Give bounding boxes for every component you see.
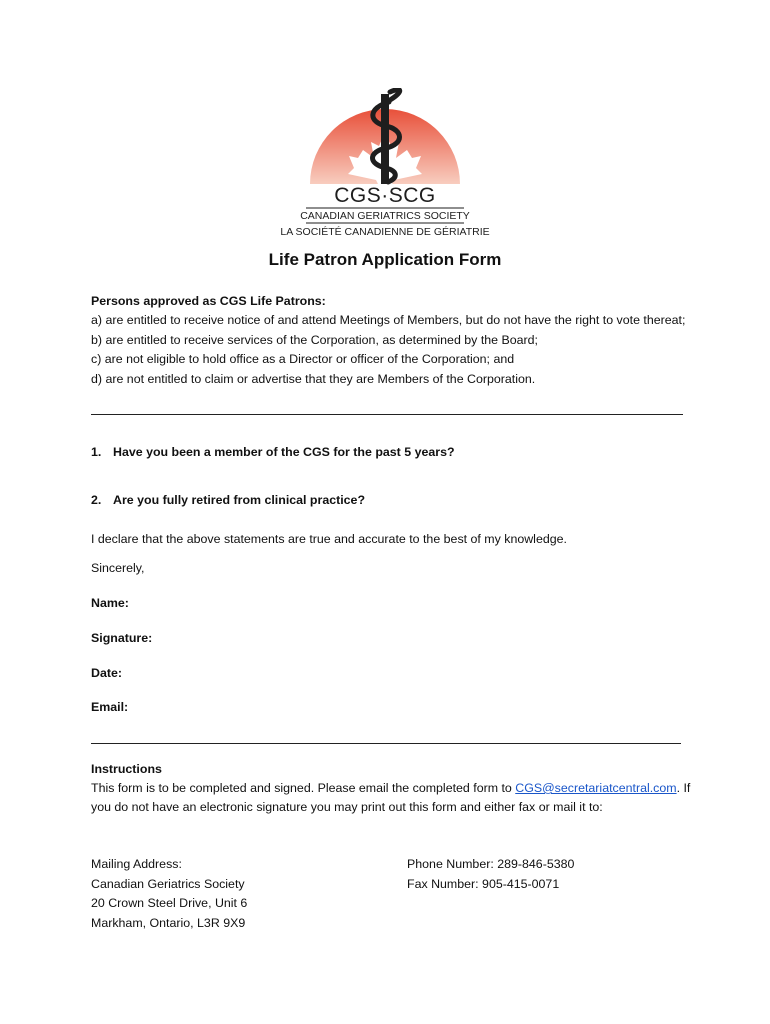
intro-section [91, 292, 691, 389]
intro-item-c: c) are not eligible to hold office as a Director or officer of the Corporation; and [91, 352, 515, 367]
mailing-address [91, 855, 247, 933]
question-1 [91, 445, 455, 459]
instructions-text [91, 779, 691, 817]
cgs-logo [0, 88, 770, 240]
logo-acronym: CGS·SCG [334, 184, 436, 207]
logo-name-fr: LA SOCIÉTÉ CANADIENNE DE GÉRIATRIE [280, 226, 490, 238]
divider-top [91, 414, 683, 415]
name-field-label: Name: [91, 596, 129, 610]
logo-name-en: CANADIAN GERIATRICS SOCIETY [300, 210, 470, 222]
question-1-number: 1. [91, 445, 102, 459]
question-1-text: Have you been a member of the CGS for the past 5 years? [113, 445, 455, 459]
signature-field-label: Signature: [91, 631, 153, 645]
instructions-text-before: This form is to be completed and signed. Please email the completed form to [91, 781, 516, 795]
mailing-street: 20 Crown Steel Drive, Unit 6 [91, 896, 248, 910]
contact-numbers [407, 855, 574, 894]
fax-number: Fax Number: 905-415-0071 [407, 876, 560, 891]
phone-number: Phone Number: 289-846-5380 [407, 857, 575, 871]
closing-text: Sincerely, [91, 561, 145, 575]
instructions-section [91, 760, 691, 817]
mailing-label: Mailing Address: [91, 857, 182, 871]
declaration-text: I declare that the above statements are true and accurate to the best of my knowledge. [91, 532, 567, 546]
mailing-org: Canadian Geriatrics Society [91, 876, 245, 891]
intro-item-a: a) are entitled to receive notice of and attend Meetings of Members, but do not have the right to vote thereat; [91, 313, 686, 328]
instructions-text-after: . If you do not have an electronic signature you may print out this form and either fax or mail it to: [91, 781, 691, 814]
caduceus-maple-leaf-logo-icon [270, 88, 500, 240]
question-2-number: 2. [91, 493, 102, 507]
mailing-city: Markham, Ontario, L3R 9X9 [91, 915, 246, 930]
question-2-text: Are you fully retired from clinical practice? [113, 493, 366, 507]
intro-heading: Persons approved as CGS Life Patrons: [91, 294, 326, 308]
instructions-heading: Instructions [91, 762, 162, 776]
date-field-label: Date: [91, 666, 122, 680]
email-link[interactable]: CGS@secretariatcentral.com [515, 781, 677, 795]
divider-bottom [91, 743, 681, 744]
email-field-label: Email: [91, 700, 129, 714]
question-2 [91, 493, 365, 507]
intro-item-b: b) are entitled to receive services of the Corporation, as determined by the Board; [91, 332, 538, 347]
intro-item-d: d) are not entitled to claim or advertise that they are Members of the Corporation. [91, 371, 536, 386]
form-title: Life Patron Application Form [268, 250, 502, 269]
